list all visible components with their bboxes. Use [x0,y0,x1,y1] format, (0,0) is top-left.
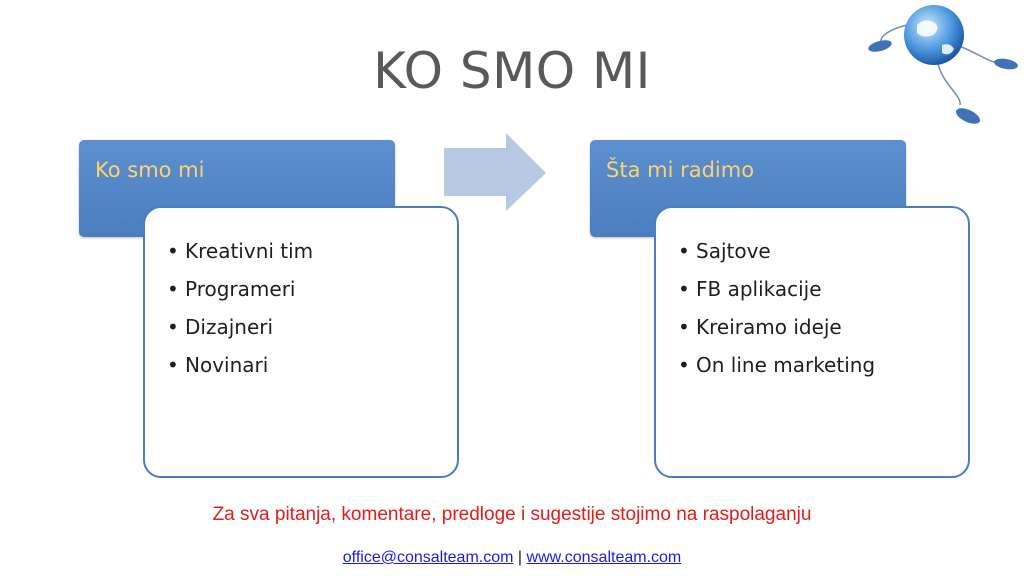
bullet-icon: • [678,277,690,301]
contact-note: Za sva pitanja, komentare, predloge i sugestije stojimo na raspolaganju [212,504,812,525]
list-item [167,308,313,346]
list-item-label: Kreiramo ideje [696,315,842,339]
who-we-are-header-label: Ko smo mi [95,158,205,182]
list-item-label: FB aplikacije [696,277,822,301]
list-item [678,346,875,384]
bullet-icon: • [678,353,690,377]
email-link[interactable]: office@consalteam.com [342,549,514,566]
list-item-label: Kreativni tim [185,239,314,263]
website-link[interactable]: www.consalteam.com [526,549,682,566]
contact-links [0,549,1024,567]
list-item [167,270,313,308]
list-item [678,232,875,270]
list-item [167,232,313,270]
list-item [678,270,875,308]
list-item-label: Dizajneri [185,315,274,339]
bullet-icon: • [167,239,179,263]
link-separator: | [517,549,523,566]
globe-network-icon [862,0,1022,140]
bullet-icon: • [167,277,179,301]
what-we-do-card [654,206,970,478]
list-item [167,346,313,384]
list-item-label: Novinari [185,353,269,377]
list-item-label: On line marketing [696,353,876,377]
bullet-icon: • [678,315,690,339]
list-item-label: Sajtove [696,239,771,263]
who-we-are-card [143,206,459,478]
bullet-icon: • [167,353,179,377]
list-item-label: Programeri [185,277,296,301]
list-item [678,308,875,346]
what-we-do-header-label: Šta mi radimo [606,158,755,182]
who-we-are-list [167,232,313,384]
bullet-icon: • [167,315,179,339]
right-arrow-icon [444,133,548,213]
slide-title: KO SMO MI [373,42,651,100]
what-we-do-list [678,232,875,384]
bullet-icon: • [678,239,690,263]
